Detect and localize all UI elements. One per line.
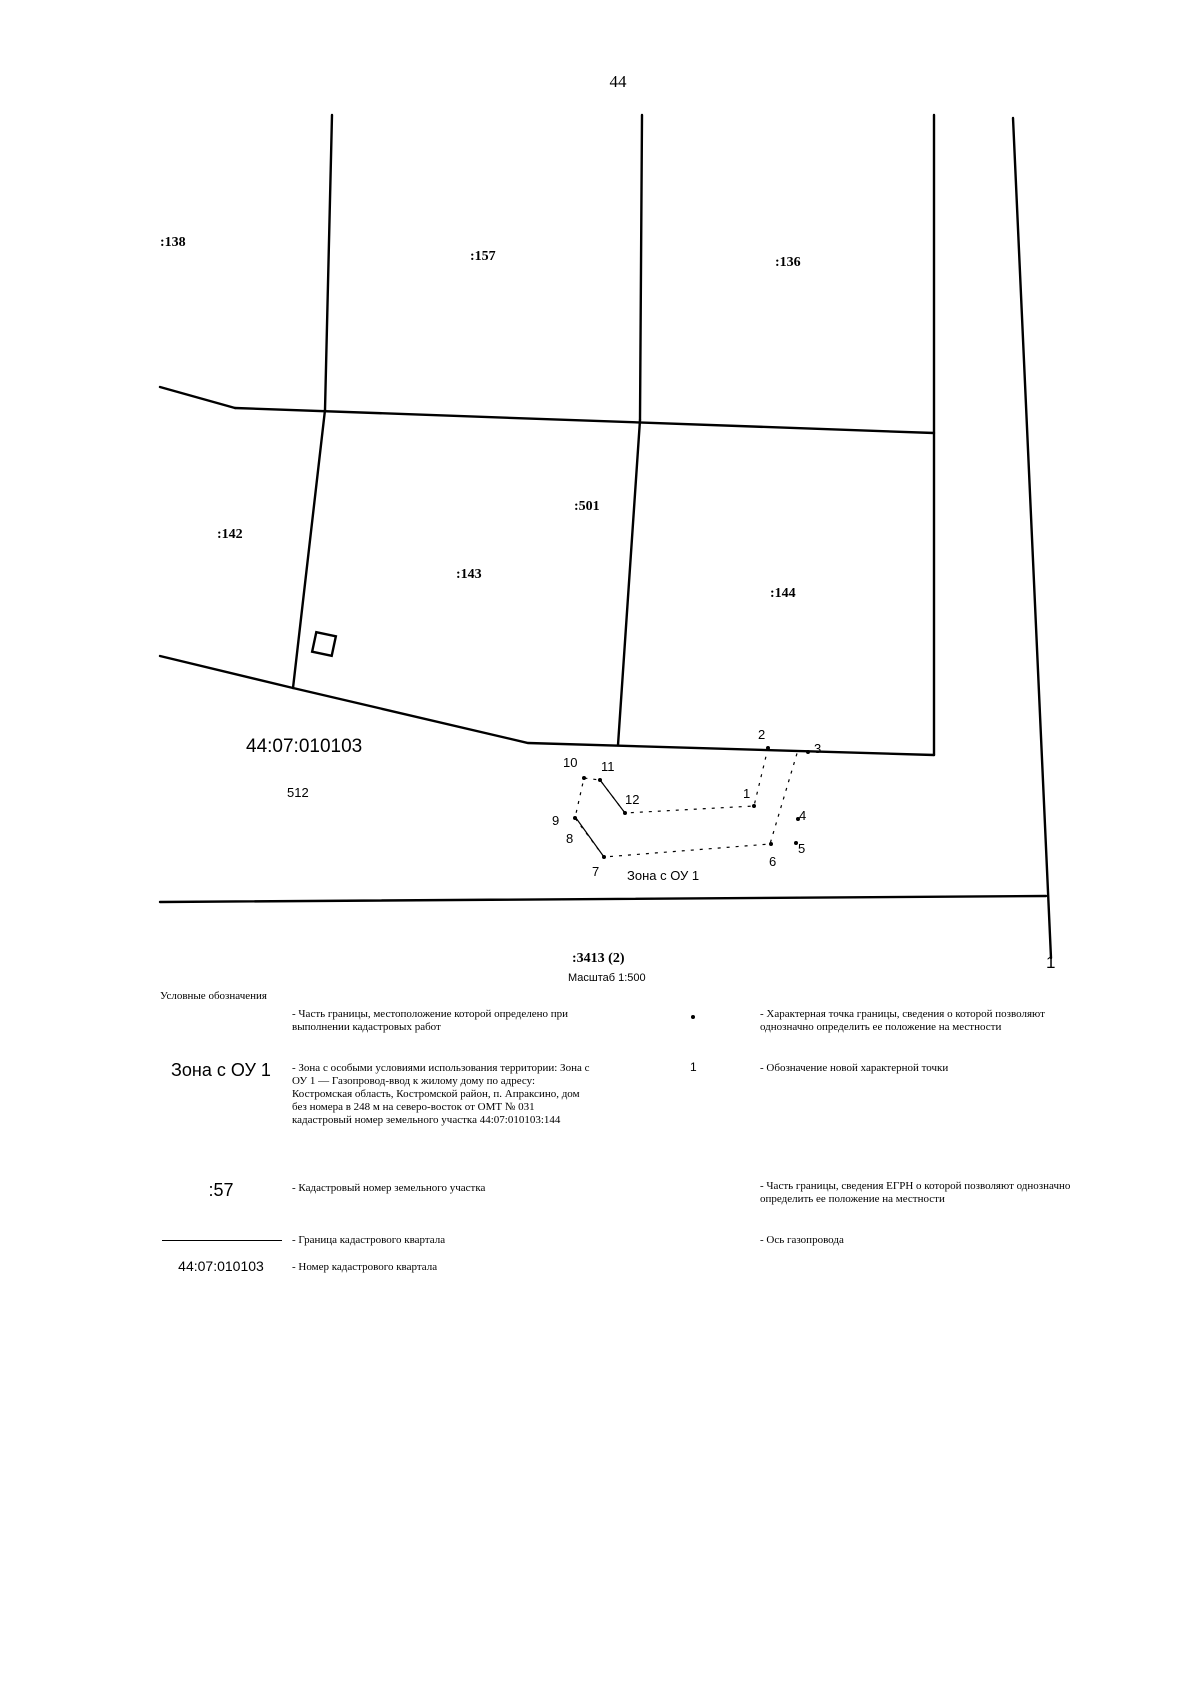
point-marker (582, 776, 586, 780)
parcel-512-label: 512 (287, 785, 309, 800)
plot-label: :136 (775, 255, 801, 270)
point-label: 1 (743, 786, 751, 801)
building-square (312, 632, 336, 656)
point-label: 2 (758, 727, 766, 742)
point-marker (806, 750, 810, 754)
quarter-number-label: 44:07:010103 (246, 736, 363, 757)
new-point-symbol: 1 (690, 1060, 697, 1074)
plot-label: :501 (574, 499, 600, 514)
legend-zone-text: - Зона с особыми условиями использования территории: Зона с ОУ 1 — Газопровод-ввод к жилому дому по адресу: Костромская область, Костромской район, п. Апраксино, дом без номера в 248 м на северо-восток от ОМТ № 031 кадастровый номер земельного участка 44:07:010103:144 (292, 1062, 590, 1126)
corner-number: 1 (1046, 953, 1056, 972)
boundary-line (618, 420, 640, 745)
bottom-plot-label: :3413 (2) (572, 951, 625, 966)
boundary-line (640, 115, 642, 420)
point-label: 7 (592, 864, 600, 879)
point-label: 11 (601, 759, 615, 774)
legend-char-point-text: - Характерная точка границы, сведения о которой позволяют однозначно определить ее положение на местности (760, 1008, 1045, 1033)
legend-quarter-line-text: - Граница кадастрового квартала (292, 1234, 446, 1246)
legend-new-point-text: - Обозначение новой характерной точки (760, 1062, 949, 1074)
plot-label: :138 (160, 235, 186, 250)
plot-label: :142 (217, 527, 243, 542)
quarter-line-symbol (162, 1240, 282, 1241)
point-label: 10 (563, 755, 578, 770)
parcel-boundaries (160, 115, 1051, 958)
page-number: 44 (609, 72, 627, 91)
boundary-line (1013, 118, 1051, 958)
point-label: 6 (769, 854, 777, 869)
plot-label: :143 (456, 567, 482, 582)
point-marker (573, 816, 577, 820)
point-marker (623, 811, 627, 815)
point-label: 3 (814, 741, 822, 756)
plot-labels (160, 235, 801, 601)
point-marker (598, 778, 602, 782)
char-point-symbol (691, 1015, 695, 1019)
legend-boundary-text: - Часть границы, местоположение которой определено при выполнении кадастровых работ (292, 1008, 569, 1033)
boundary-line (325, 115, 332, 410)
legend-title: Условные обозначения (160, 990, 267, 1002)
legend-gas-axis-text: - Ось газопровода (760, 1234, 844, 1246)
plot-label: :144 (770, 586, 796, 601)
legend-plot-text: - Кадастровый номер земельного участка (292, 1182, 486, 1194)
point-label: 4 (799, 808, 807, 823)
legend-quarter-text: - Номер кадастрового квартала (292, 1261, 438, 1273)
boundary-line (293, 410, 325, 688)
plot-label: :157 (470, 249, 496, 264)
point-marker (769, 842, 773, 846)
quarter-boundary (160, 896, 1046, 902)
zone-label: Зона с ОУ 1 (627, 868, 700, 883)
point-label: 12 (625, 792, 640, 807)
point-label: 9 (552, 813, 560, 828)
point-marker (602, 855, 606, 859)
boundary-line (160, 387, 235, 408)
point-label: 8 (566, 831, 574, 846)
quarter-symbol: 44:07:010103 (178, 1258, 264, 1274)
point-marker (752, 804, 756, 808)
legend-egrn-text: - Часть границы, сведения ЕГРН о которой позволяют однозначно определить ее положение на местности (760, 1180, 1071, 1205)
gas-axis-line (600, 780, 625, 813)
zone-symbol: Зона с ОУ 1 (171, 1060, 271, 1080)
point-marker (766, 746, 770, 750)
gas-axis-line (576, 818, 604, 857)
boundary-line (235, 408, 934, 433)
point-label: 5 (798, 841, 806, 856)
plot-symbol: :57 (208, 1180, 234, 1200)
scale-label: Масштаб 1:500 (568, 972, 646, 984)
